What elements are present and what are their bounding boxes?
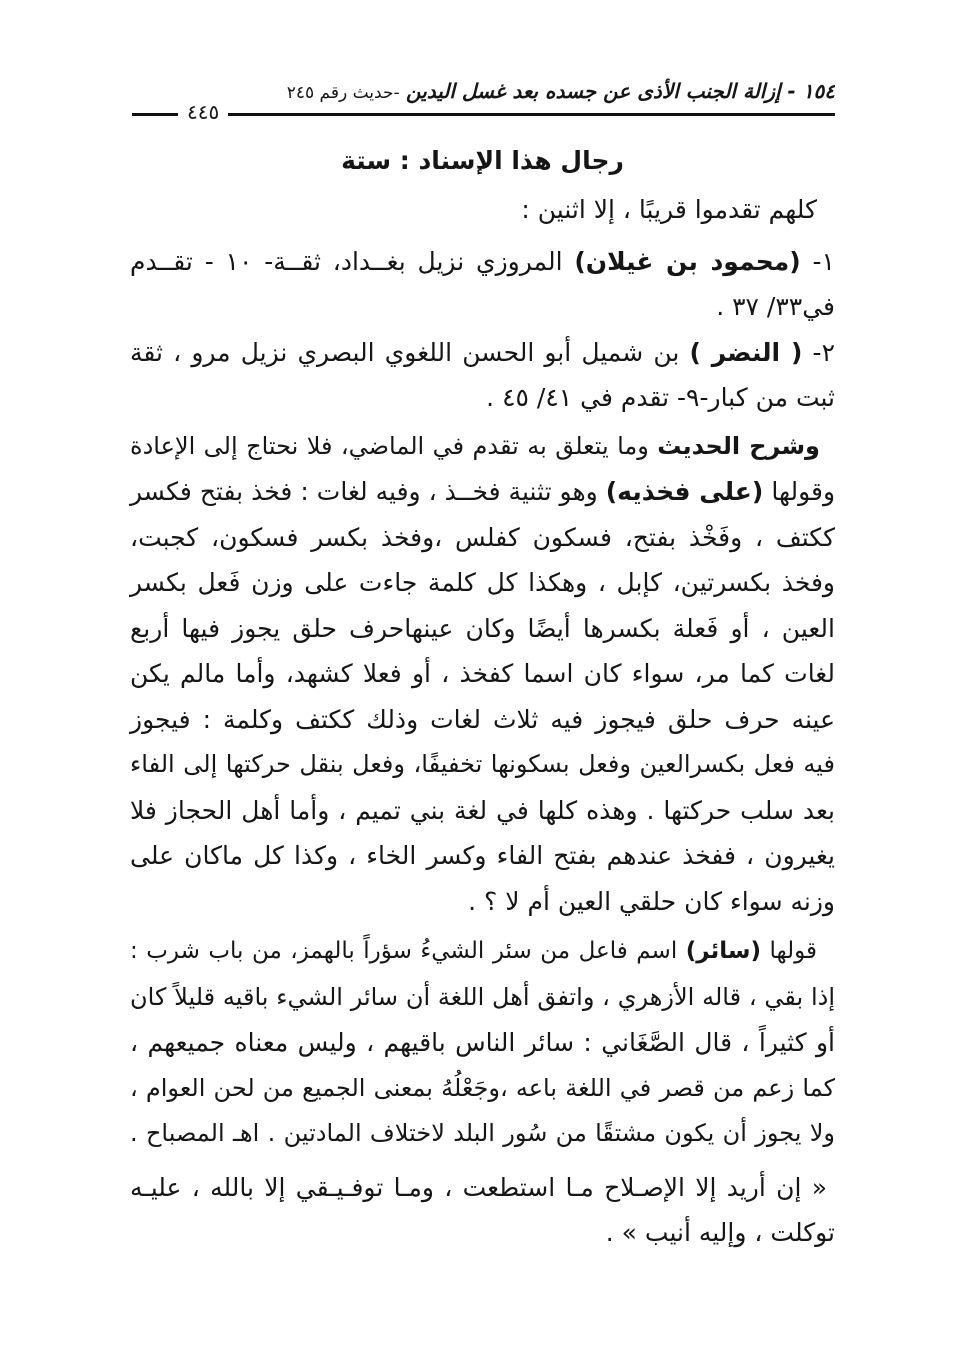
bold-term: (سائر) — [685, 938, 761, 964]
line-text: وهو تثنية فخــذ ، وفيه لغات : فخذ بفتح فكسر — [130, 477, 598, 506]
chapter-title: ١٥٤ - إزالة الجنب الأذى عن جسده بعد غسل اليدين — [405, 79, 835, 103]
text-line: لغات كما مر، سواء كان اسما كفخذ ، أو فعلا كشهد، وأما مالم يكن — [130, 659, 835, 688]
text-line — [130, 929, 835, 975]
narrators-intro-line: كلهم تقدموا قريبًا ، إلا اثنين : — [521, 195, 817, 224]
bold-term: وشرح الحديث — [657, 431, 820, 460]
running-header — [132, 70, 835, 124]
page-number: ٤٤٥ — [187, 100, 220, 124]
narrator-1-continuation: في٣٣/ ٣٧ . — [716, 292, 835, 321]
text-line — [130, 424, 835, 470]
text-line: وزنه سواء كان حلقي العين أم لا ؟ . — [468, 886, 835, 916]
text-line: « إن أريد إلا الإصـلاح مـا استطعت ، ومـا توفـيـقي إلا بالله ، عليـه — [130, 1172, 827, 1202]
line-text: المروزي نزيل بغــداد، ثقــة- ١٠ - تقــدم — [130, 246, 563, 276]
text-line: إذا بقي ، قاله الأزهري ، واتفق أهل اللغة أن سائر الشيء باقيه قليلاً كان — [130, 982, 835, 1011]
commentary-paragraph — [130, 424, 835, 925]
closing-quote — [130, 1165, 835, 1256]
text-line — [130, 469, 835, 515]
narrators-section — [130, 187, 835, 421]
narrator-name: (محمود بن غيلان) — [574, 246, 801, 276]
saair-paragraph — [130, 929, 835, 1157]
text-line: بعد سلب حركتها . وهذه كلها في لغة بني تميم ، وأما أهل الحجاز فلا — [130, 795, 835, 825]
line-text: اسم فاعل من سئر الشيءُ سؤراً بالهمز، من باب شرب : — [130, 938, 678, 964]
narrator-1-line — [130, 239, 835, 285]
header-rule — [132, 113, 178, 116]
line-text: بن شميل أبو الحسن اللغوي البصري نزيل مرو ، ثقة — [130, 337, 680, 367]
text-line: ولا يجوز أن يكون مشتقًا من سُور البلد لاختلاف المادتين . اهـ المصباح . — [130, 1119, 835, 1147]
text-line: فيه فعل بكسرالعين وفعل بسكونها تخفيفًا، وفعل بنقل حركتها إلى الفاء — [130, 750, 835, 778]
hadith-reference: -حديث رقم ٢٤٥ — [286, 83, 400, 103]
text-line: وفخذ بكسرتين، كإبل ، وهكذا كل كلمة جاءت على وزن فَعل بكسر — [130, 568, 835, 597]
text-line: توكلت ، وإليه أنيب » . — [605, 1218, 835, 1247]
text-line: ككتف ، وفَخْذ بفتح، فسكون كفلس ،وفخذ بكسر فسكون، كجبت، — [130, 522, 835, 552]
bold-term: (على فخذيه) — [605, 477, 764, 506]
text-line: يغيرون ، ففخذ عندهم بفتح الفاء وكسر الخاء ، وكذا كل ماكان على — [130, 841, 835, 870]
text-line: أو كثيراً ، قال الصَّغَاني : سائر الناس باقيهم ، وليس معناه جميعهم ، — [130, 1028, 835, 1057]
list-number: ٢- — [812, 337, 836, 367]
narrator-2-line — [130, 330, 835, 376]
text-line: كما زعم من قصر في اللغة باعه ،وجَعْلُهُ بمعنى الجميع من لحن العوام ، — [130, 1073, 835, 1102]
line-text: وقولها — [771, 477, 836, 506]
text-line: العين ، أو فَعلة بكسرها أيضًا وكان عينهاحرف حلق يجوز فيها أربع — [130, 613, 835, 643]
line-text: وما يتعلق به تقدم في الماضي، فلا نحتاج إلى الإعادة — [130, 431, 649, 460]
text-line: عينه حرف حلق فيجوز فيه ثلاث لغات وذلك ككتف وكلمة : فيجوز — [130, 704, 835, 734]
list-number: ١- — [812, 246, 835, 276]
page-body — [130, 187, 835, 1256]
narrator-2-continuation: ثبت من كبار-٩- تقدم في ٤١/ ٤٥ . — [486, 383, 835, 412]
section-heading: رجال هذا الإسناد : ستة — [341, 146, 624, 175]
chapter-header — [228, 73, 835, 116]
line-text: قولها — [769, 938, 817, 964]
narrator-name: ( النضر ) — [689, 337, 803, 367]
